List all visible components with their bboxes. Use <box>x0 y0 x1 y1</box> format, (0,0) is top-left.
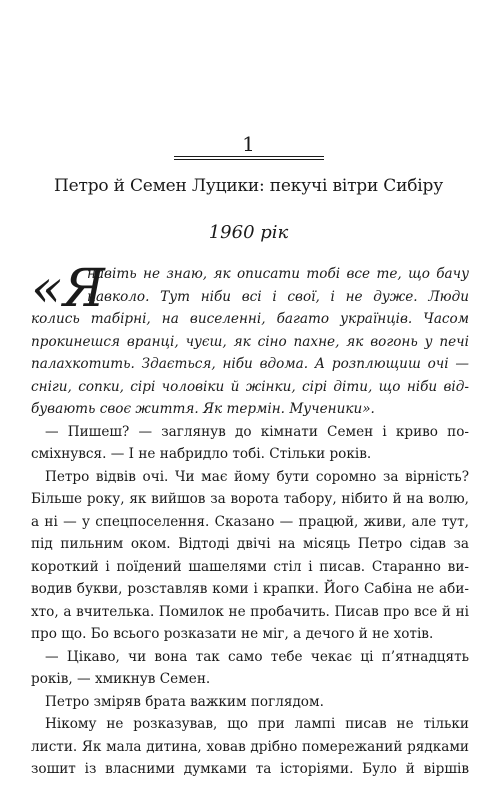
text-line: зошит із власними думками та історіями. Було й віршів <box>31 761 469 777</box>
chapter-body <box>31 259 469 781</box>
chapter-number: 1 <box>242 132 255 156</box>
opening-line: прокинешся вранці, чуєш, як сіно пахне, як вогонь у печі <box>31 333 469 350</box>
chapter-title: Петро й Семен Луцики: пекучі вітри Сибіру <box>54 176 443 196</box>
paragraph-3 <box>31 646 469 691</box>
text-line: про що. Бо всього розказати не міг, а дечого й не хотів. <box>31 626 434 642</box>
text-line: Більше року, як вийшов за ворота табору, нібито й на волю, <box>31 491 469 507</box>
text-line: — Пишеш? — заглянув до кімнати Семен і криво по- <box>45 423 469 440</box>
paragraph-5 <box>31 713 469 781</box>
text-line: Петро відвів очі. Чи має йому бути соромно за вірність? <box>45 468 469 485</box>
opening-line: палахкотить. Здається, ніби вдома. А розплющиш очі — <box>31 356 469 372</box>
opening-quote <box>31 259 469 421</box>
text-line: сміхнувся. — І не набридло тобі. Стільки років. <box>31 446 372 462</box>
opening-line: колись табірні, на виселенні, багато українців. Часом <box>31 311 469 327</box>
paragraph-4 <box>31 691 469 714</box>
text-line: короткий і поїдений шашелями стіл і писав. Старанно ви- <box>31 558 469 575</box>
text-line: під пильним оком. Відтоді двічі на місяць Петро сідав за <box>31 536 469 552</box>
text-line: років, — хмикнув Семен. <box>31 671 211 687</box>
opening-line: бувають своє життя. Як термін. Мученики». <box>31 401 375 417</box>
text-line: водив букви, розставляв коми і крапки. Його Сабіна не аби- <box>31 581 469 597</box>
chapter-rule-bottom <box>174 159 324 160</box>
paragraph-2 <box>31 466 469 646</box>
chapter-year: 1960 рік <box>208 222 289 243</box>
opening-line: навколо. Тут ніби всі і свої, і не дуже. Люди <box>87 288 469 305</box>
text-line: хто, а вчителька. Помилок не пробачить. Писав про все й ні <box>31 603 469 620</box>
text-line: а ні — у спецпоселення. Сказано — працюй, живи, але тут, <box>31 513 469 530</box>
text-line: листи. Як мала дитина, ховав дрібно помережаний рядками <box>31 738 469 755</box>
drop-cap: «Я <box>31 259 105 319</box>
chapter-rule-top <box>174 156 324 157</box>
text-line: — Цікаво, чи вона так само тебе чекає ці п’ятнадцять <box>45 648 469 665</box>
text-line: Нікому не розказував, що при лампі писав не тільки <box>45 716 469 732</box>
text-line: Петро зміряв брата важким поглядом. <box>45 693 324 710</box>
opening-line: сніги, сопки, сірі чоловіки й жінки, сірі діти, що ніби від- <box>31 378 469 395</box>
opening-line: навіть не знаю, як описати тобі все те, що бачу <box>87 266 469 282</box>
paragraph-1 <box>31 421 469 466</box>
